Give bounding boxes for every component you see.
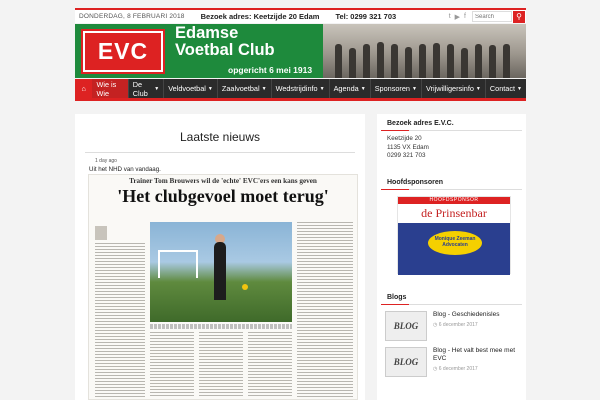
author-avatar: [95, 226, 107, 240]
team-history-photo: [323, 24, 526, 78]
visit-address-block: Keetzijde 20 1135 VX Edam 0299 321 703: [387, 135, 429, 159]
nav-item-wie-is-wie[interactable]: Wie is Wie: [92, 79, 128, 98]
blog-date: 6 december 2017: [438, 365, 478, 372]
blog-date: 6 december 2017: [438, 321, 478, 328]
twitter-icon[interactable]: t: [448, 12, 451, 20]
post-meta: 1 day ago: [95, 158, 117, 164]
club-name: [175, 25, 275, 59]
phone-number: Tel: 0299 321 703: [335, 12, 397, 21]
clip-subtitle: Trainer Tom Brouwers wil de 'echte' EVC'ers een kans geven: [129, 177, 317, 185]
sponsor-ad-text: Monique Zeeman Advocaten: [428, 231, 482, 255]
article-column: [199, 332, 243, 397]
divider: [85, 152, 355, 153]
page-title: Laatste nieuws: [179, 130, 261, 144]
chevron-down-icon: ▼: [360, 85, 366, 92]
chevron-down-icon: ▼: [261, 85, 267, 92]
sponsor-name: de Prinsenbar: [421, 205, 487, 220]
blogs-widget-title: Blogs: [381, 288, 522, 305]
sponsor-label: HOOFDSPONSOR: [398, 197, 510, 204]
home-icon: ⌂: [81, 84, 86, 93]
sponsor-ad: [398, 223, 510, 275]
blog-thumbnail: BLOG: [385, 347, 427, 377]
list-item[interactable]: [385, 311, 526, 341]
article-column: [150, 332, 194, 397]
founded-date: opgericht 6 mei 1913: [228, 65, 313, 75]
chevron-down-icon: ▼: [517, 85, 522, 92]
club-name-line1: Edamse: [175, 24, 239, 42]
search-icon: ⚲: [516, 12, 522, 21]
nav-item-wedstrijdinfo[interactable]: Wedstrijdinfo ▼: [272, 79, 330, 98]
visit-widget-title: Bezoek adres E.V.C.: [381, 114, 522, 131]
main-sponsor-banner[interactable]: [397, 196, 511, 274]
clock-icon: ◷: [433, 365, 438, 372]
blog-title[interactable]: Blog - Het valt best mee met EVC: [433, 346, 516, 362]
news-section: [75, 114, 365, 400]
chevron-down-icon: ▼: [319, 85, 325, 92]
newspaper-clipping[interactable]: [88, 174, 358, 400]
nav-item-sponsoren[interactable]: Sponsoren ▼: [371, 79, 422, 98]
blog-thumbnail: BLOG: [385, 311, 427, 341]
club-name-line2: Voetbal Club: [175, 41, 275, 59]
post-lead[interactable]: Uit het NHD van vandaag.: [89, 166, 161, 173]
search-button[interactable]: [513, 11, 525, 23]
chevron-down-icon: ▼: [207, 85, 213, 92]
search-input[interactable]: [472, 11, 512, 22]
nav-item-vrijwilligersinfo[interactable]: Vrijwilligersinfo ▼: [422, 79, 486, 98]
nav-item-de-club[interactable]: De Club ▼: [129, 79, 164, 98]
nav-item-veldvoetbal[interactable]: Veldvoetbal ▼: [164, 79, 218, 98]
main-navigation: [75, 79, 526, 98]
sponsor-widget-title: Hoofdsponsoren: [381, 173, 522, 190]
coach-photo: [150, 222, 292, 322]
photo-caption: [150, 324, 292, 329]
article-column: [248, 332, 292, 397]
nav-underline: [75, 98, 526, 101]
youtube-icon[interactable]: ▶: [454, 13, 461, 21]
nav-item-zaalvoetbal[interactable]: Zaalvoetbal ▼: [218, 79, 272, 98]
chevron-down-icon: ▼: [411, 85, 417, 92]
nav-item-agenda[interactable]: Agenda ▼: [330, 79, 371, 98]
list-item[interactable]: [385, 347, 526, 377]
blog-title[interactable]: Blog - Geschiedenisles: [433, 310, 500, 318]
nav-item-contact[interactable]: Contact ▼: [489, 84, 522, 93]
nav-home[interactable]: [75, 79, 92, 98]
club-logo[interactable]: [81, 29, 165, 74]
article-column: [95, 243, 145, 397]
visit-address: Bezoek adres: Keetzijde 20 Edam: [200, 12, 320, 21]
top-bar: [75, 8, 526, 23]
chevron-down-icon: ▼: [154, 85, 160, 92]
chevron-down-icon: ▼: [475, 85, 481, 92]
clock-icon: ◷: [433, 321, 438, 328]
sidebar: [377, 114, 526, 400]
article-column: [297, 222, 353, 397]
social-links: [449, 13, 466, 21]
current-date: DONDERDAG, 8 FEBRUARI 2018: [79, 13, 185, 20]
facebook-icon[interactable]: f: [464, 12, 466, 20]
header-banner: [75, 24, 526, 78]
clip-headline: 'Het clubgevoel moet terug': [117, 186, 329, 206]
logo-text: EVC: [85, 33, 161, 70]
